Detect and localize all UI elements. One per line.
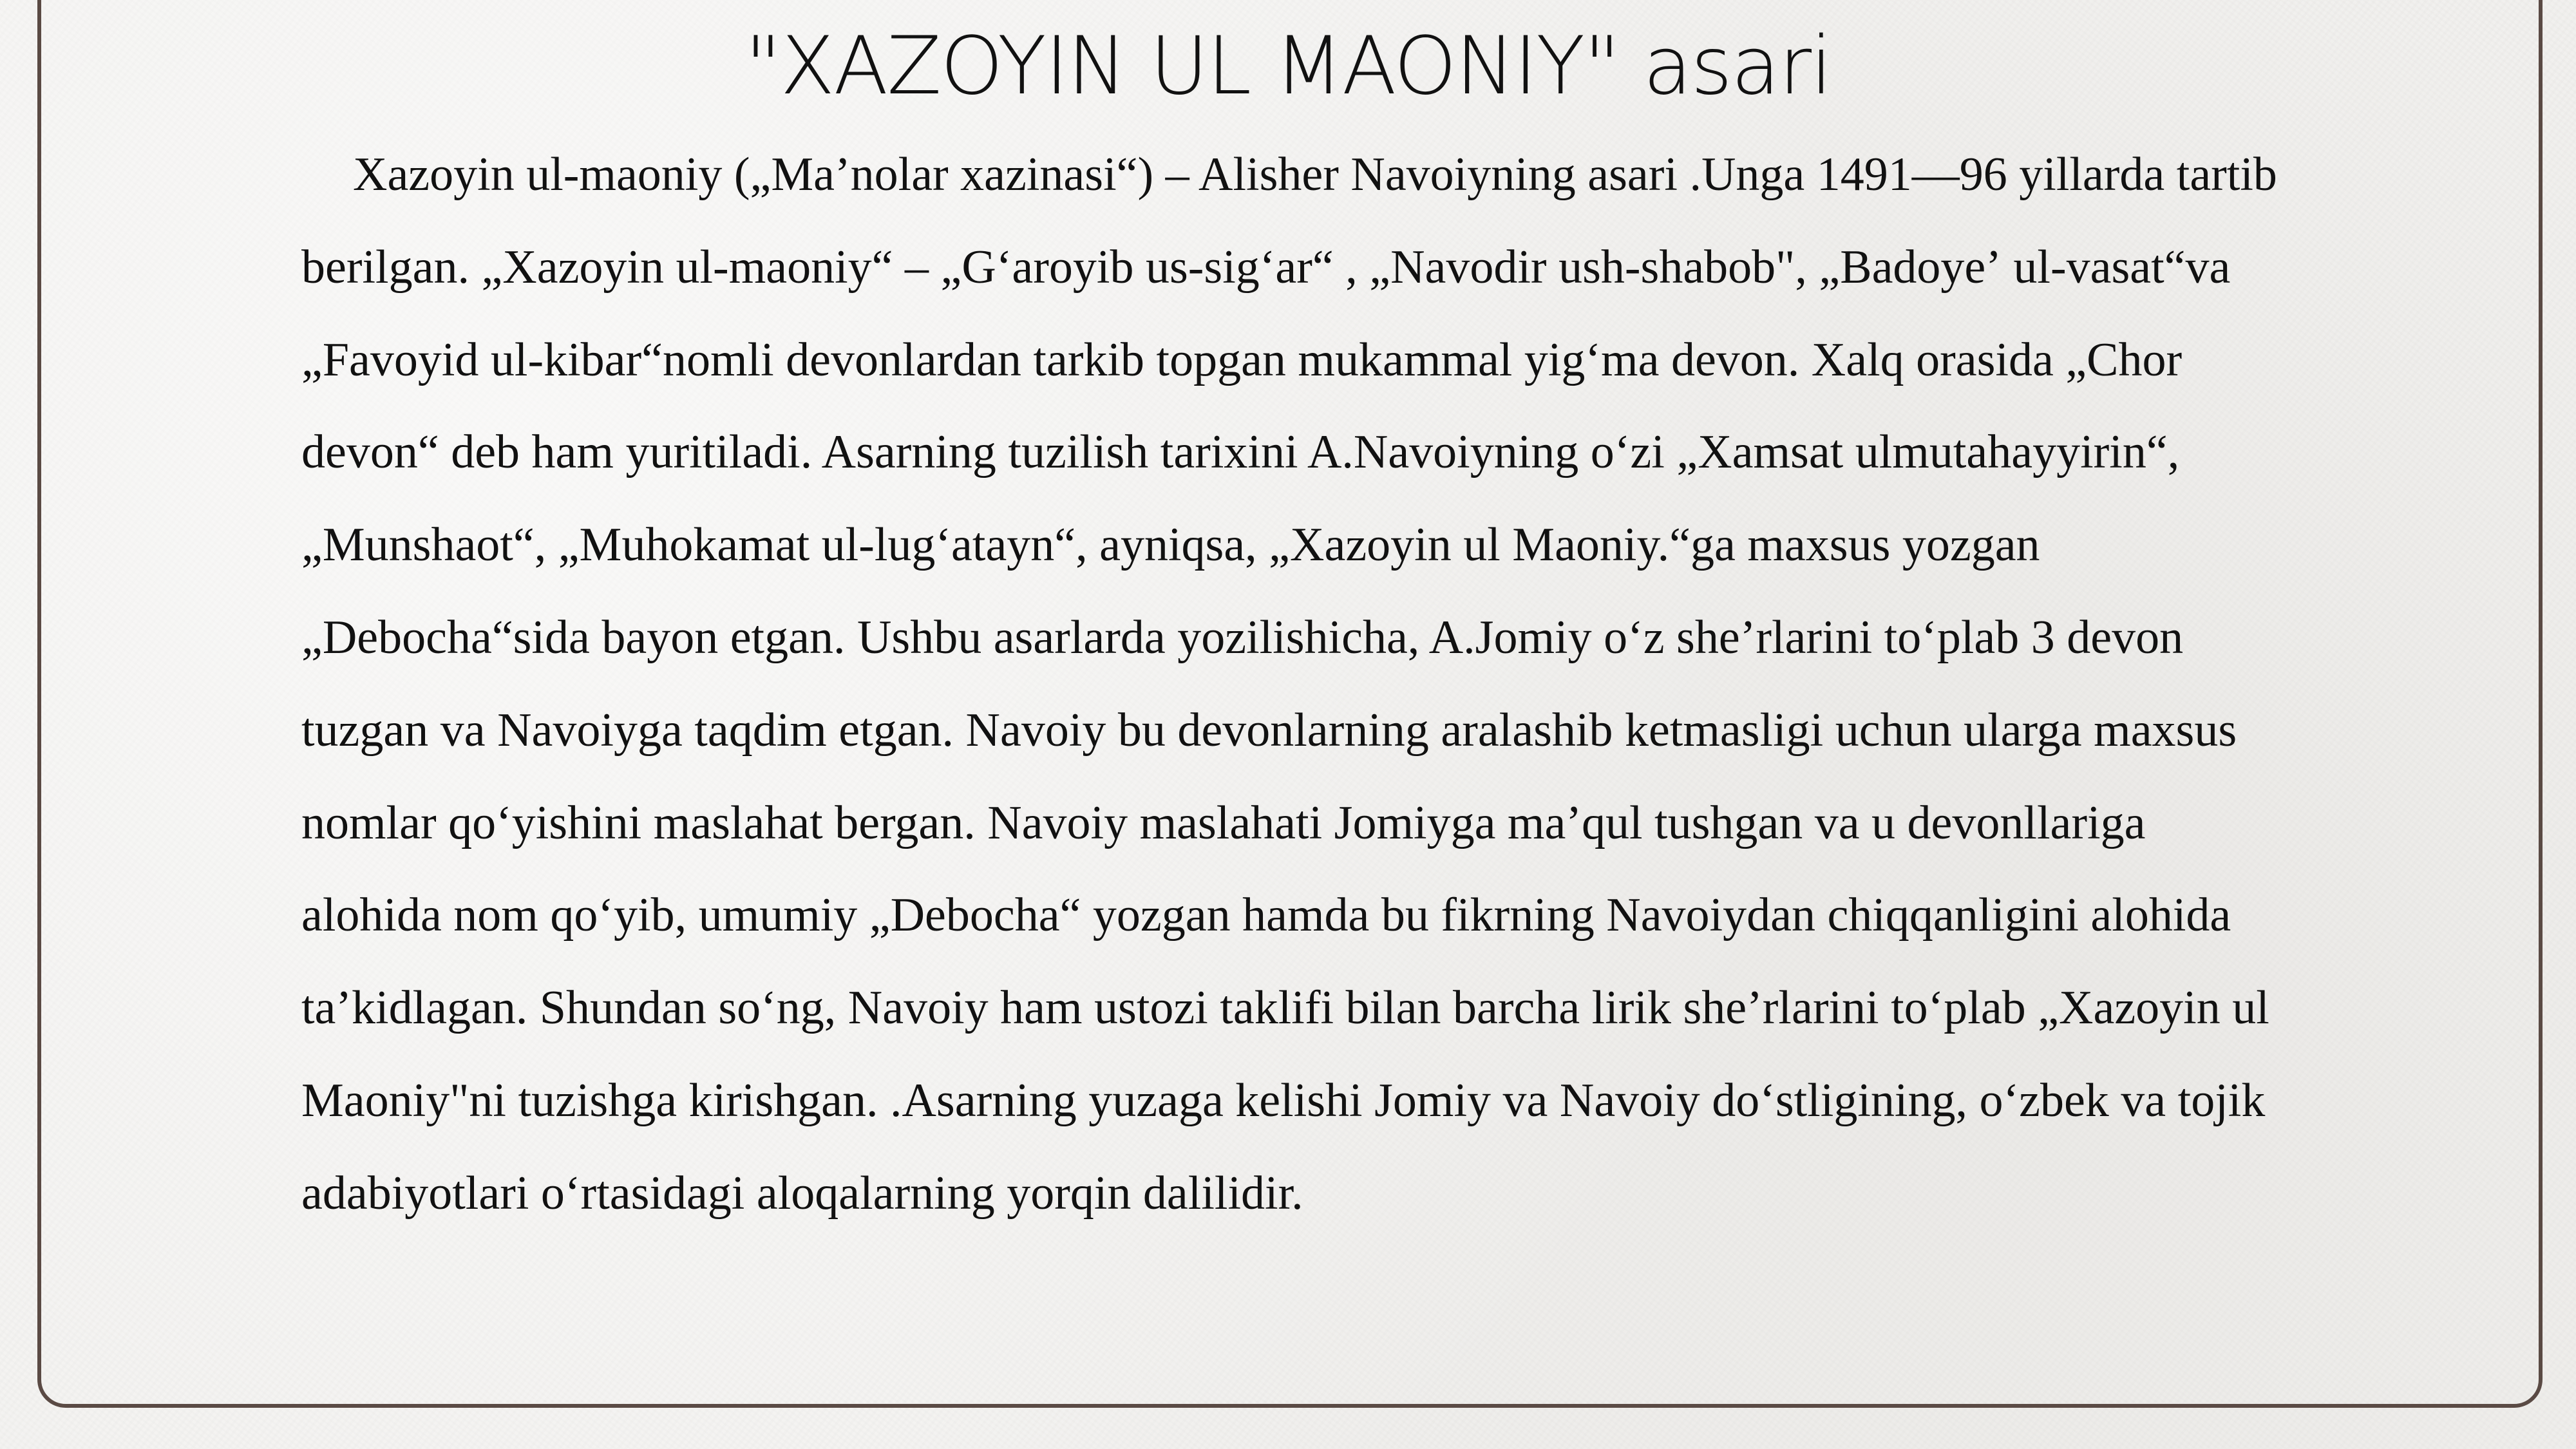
page-title: "XAZOYIN UL MAONIY" asari — [744, 20, 1832, 113]
body-paragraph: Xazoyin ul-maoniy („Maʼnolar xazinasi“) – Alisher Navoiyning asari .Unga 1491—96 yillarda tartib berilgan. „Xazoyin ul-maoniy“ – „Gʻaroyib us-sigʻar“ , „Navodir ush-shabob", „Badoyeʼ ul-vasat“va „Favoyid ul-kibar“nomli devonlardan tarkib topgan mukammal yigʻma devon. Xalq orasida „Chor devon“ deb ham yuritiladi. Asarning tuzilish tarixini A.Navoiyning oʻzi „Xamsat ulmutahayyirin“, „Munshaot“, „Muhokamat ul-lugʻatayn“, ayniqsa, „Xazoyin ul Maoniy.“ga maxsus yozgan „Debocha“sida bayon etgan. Ushbu asarlarda yozilishicha, A.Jomiy oʻz sheʼrlarini toʻplab 3 devon tuzgan va Navoiyga taqdim etgan. Navoiy bu devonlarning aralashib ketmasligi uchun ularga maxsus nomlar qoʻyishini maslahat bergan. Navoiy maslahati Jomiyga maʼqul tushgan va u devonllariga alohida nom qoʻyib, umumiy „Debocha“ yozgan hamda bu fikrning Navoiydan chiqqanligini alohida taʼkidlagan. Shundan soʻng, Navoiy ham ustozi taklifi bilan barcha lirik sheʼrlarini toʻplab „Xazoyin ul Maoniy"ni tuzishga kirishgan. .Asarning yuzaga kelishi Jomiy va Navoiy doʻstligining, oʻzbek va tojik adabiyotlari oʻrtasidagi aloqalarning yorqin dalilidir. — [301, 148, 2277, 1220]
